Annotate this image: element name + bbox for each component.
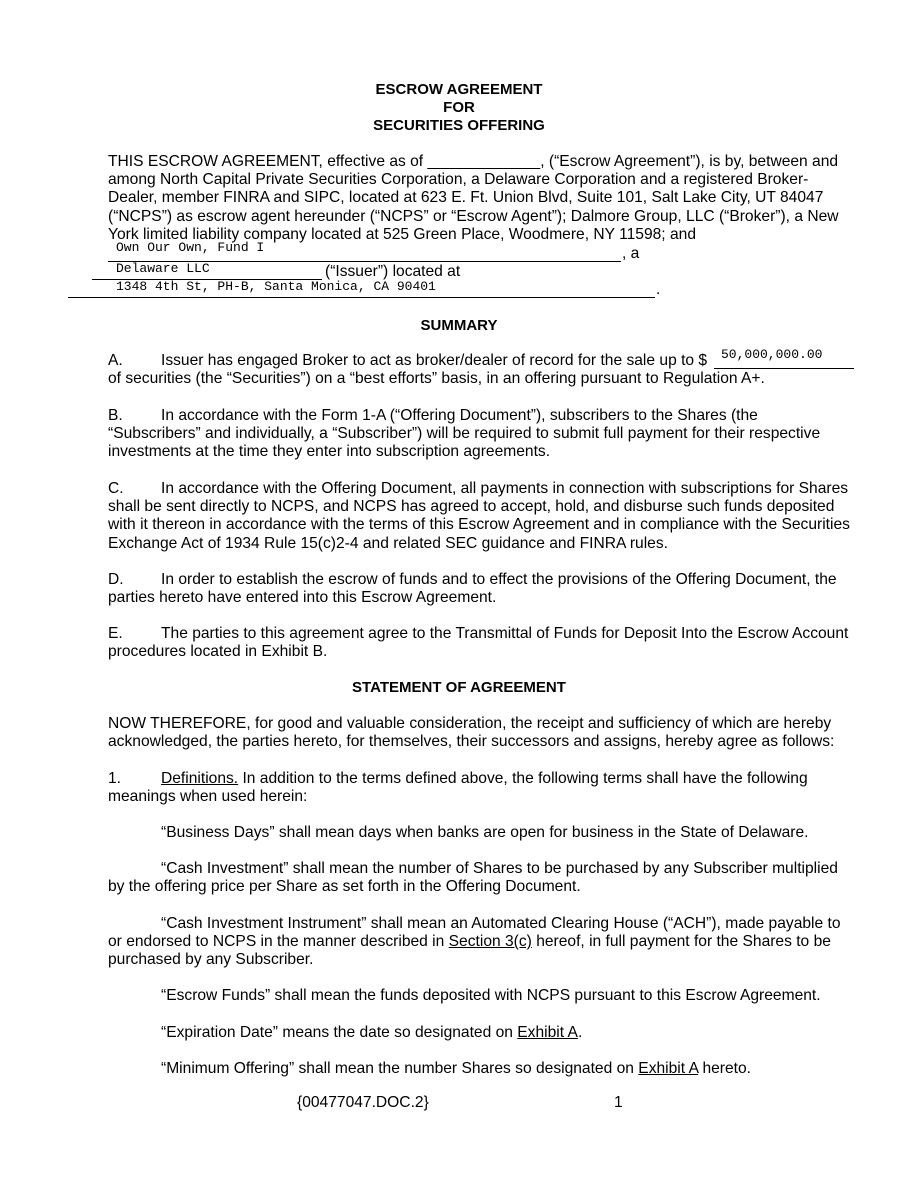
statement-line: NOW THEREFORE, for good and valuable consideration, the receipt and sufficiency of which are hereby [108,715,832,732]
definition-business-days [108,824,860,842]
summary-line: with it thereon in accordance with the terms of this Escrow Agreement and in compliance with the Securities [108,516,850,534]
effective-date-blank: _____________ [427,153,541,170]
summary-line [108,571,860,589]
item-letter: D. [108,571,124,588]
statement-text: In addition to the terms defined above, the following terms shall have the following [238,770,808,787]
summary-text: The parties to this agreement agree to the Transmittal of Funds for Deposit Into the Escrow Account [161,625,849,642]
definition-text: hereto. [698,1060,752,1077]
summary-text: Issuer has engaged Broker to act as broker/dealer of record for the sale up to $ [161,352,708,369]
summary-text: In accordance with the Form 1-A (“Offering Document”), subscribers to the Shares (the [161,407,758,424]
intro-text: , (“Escrow Agreement”), is by, between and [540,153,839,170]
definition-text: or endorsed to NCPS in the manner described in [108,933,449,951]
item-letter: E. [108,625,123,642]
exhibit-a-reference: Exhibit A [517,1024,578,1041]
statement-line: by the offering price per Share as set forth in the Offering Document. [108,878,581,896]
offering-amount-field: 50,000,000.00 [721,347,823,362]
definition-text: . [577,1024,583,1041]
item-letter: B. [108,407,123,424]
now-therefore-paragraph [108,715,860,751]
statement-line [108,770,860,788]
exhibit-a-reference: Exhibit A [638,1060,699,1077]
statement-line [108,933,860,951]
summary-line: shall be sent directly to NCPS, and NCPS has agreed to accept, hold, and disburse such funds deposited [108,498,835,516]
address-period: . [656,281,661,298]
summary-line: “Subscribers” and individually, a “Subscriber”) will be required to submit full payment for their respective [108,425,821,443]
offering-amount-underline [714,368,854,369]
document-title-line3: SECURITIES OFFERING [373,117,545,134]
summary-item-b [108,407,860,462]
definition-minimum-offering [108,1060,860,1078]
item-letter: C. [108,480,124,497]
summary-heading: SUMMARY [420,317,498,334]
intro-line: York limited liability company located at 525 Green Place, Woodmere, NY 11598; and [108,225,696,243]
footer-doc-id: {00477047.DOC.2} [297,1094,429,1111]
summary-item-c [108,480,860,553]
statement-line [108,824,860,842]
definition-text: “Business Days” shall mean days when banks are open for business in the State of Delaware. [161,824,809,841]
summary-line [108,625,860,643]
intro-line: Dealer, member FINRA and SIPC, located at 623 E. Ft. Union Blvd, Suite 101, Salt Lake City, UT 84047 [108,189,824,207]
definition-text: “Cash Investment Instrument” shall mean an Automated Clearing House (“ACH”), made payable to [161,915,841,932]
statement-line [108,987,860,1005]
summary-line: investments at the time they enter into subscription agreements. [108,443,551,461]
issuer-type-field: Delaware LLC [116,261,210,276]
intro-text: THIS ESCROW AGREEMENT, effective as of [108,153,428,170]
definition-cash-investment [108,860,860,896]
summary-line: procedures located in Exhibit B. [108,643,328,661]
section-1-definitions [108,770,860,806]
summary-line [108,407,860,425]
summary-text: In accordance with the Offering Document, all payments in connection with subscriptions for Shares [161,480,849,497]
summary-item-e [108,625,860,661]
definition-text: “Minimum Offering” shall mean the number Shares so designated on [161,1060,639,1077]
statement-line: meanings when used herein: [108,788,308,806]
document-title-line2: FOR [443,99,475,116]
summary-line: of securities (the “Securities”) on a “best efforts” basis, in an offering pursuant to Regulation A+. [108,370,765,388]
section-title: Definitions. [161,770,239,787]
item-letter: A. [108,352,123,369]
intro-line: among North Capital Private Securities Corporation, a Delaware Corporation and a registered Broker- [108,171,809,189]
statement-line: acknowledged, the parties hereto, for themselves, their successors and assigns, hereby agree as follows: [108,733,835,751]
summary-line: parties hereto have entered into this Escrow Agreement. [108,589,497,607]
definition-text: “Expiration Date” means the date so designated on [161,1024,518,1041]
statement-line [108,1060,860,1078]
issuer-located-text: (“Issuer”) located at [325,263,461,280]
section-number: 1. [108,770,122,787]
summary-text: In order to establish the escrow of funds and to effect the provisions of the Offering Document, the [161,571,837,588]
issuer-address-underline [68,297,655,298]
summary-line: Exchange Act of 1934 Rule 15(c)2-4 and related SEC guidance and FINRA rules. [108,534,668,552]
definition-text: “Escrow Funds” shall mean the funds deposited with NCPS pursuant to this Escrow Agreement. [161,987,821,1004]
intro-line [108,153,860,171]
summary-line [108,480,860,498]
issuer-address-field: 1348 4th St, PH-B, Santa Monica, CA 90401 [116,279,436,294]
definition-cash-investment-instrument [108,915,860,970]
statement-line: purchased by any Subscriber. [108,951,314,969]
footer-page-number: 1 [614,1094,623,1111]
document-title-line1: ESCROW AGREEMENT [375,81,543,98]
statement-line [108,915,860,933]
summary-item-d [108,571,860,607]
definition-expiration-date [108,1024,860,1042]
section-3c-reference: Section 3(c) [448,933,532,951]
definition-escrow-funds [108,987,860,1005]
definition-text: “Cash Investment” shall mean the number of Shares to be purchased by any Subscriber multiplied [161,860,838,877]
statement-line [108,860,860,878]
issuer-a-suffix: , a [622,245,640,262]
intro-line: (“NCPS”) as escrow agent hereunder (“NCPS” or “Escrow Agent”); Dalmore Group, LLC (“Broker”), a New [108,207,839,225]
intro-paragraph [108,153,860,244]
definition-text: hereof, in full payment for the Shares to be [531,933,831,951]
statement-heading: STATEMENT OF AGREEMENT [352,679,566,696]
issuer-name-field: Own Our Own, Fund I [116,240,265,255]
statement-line [108,1024,860,1042]
